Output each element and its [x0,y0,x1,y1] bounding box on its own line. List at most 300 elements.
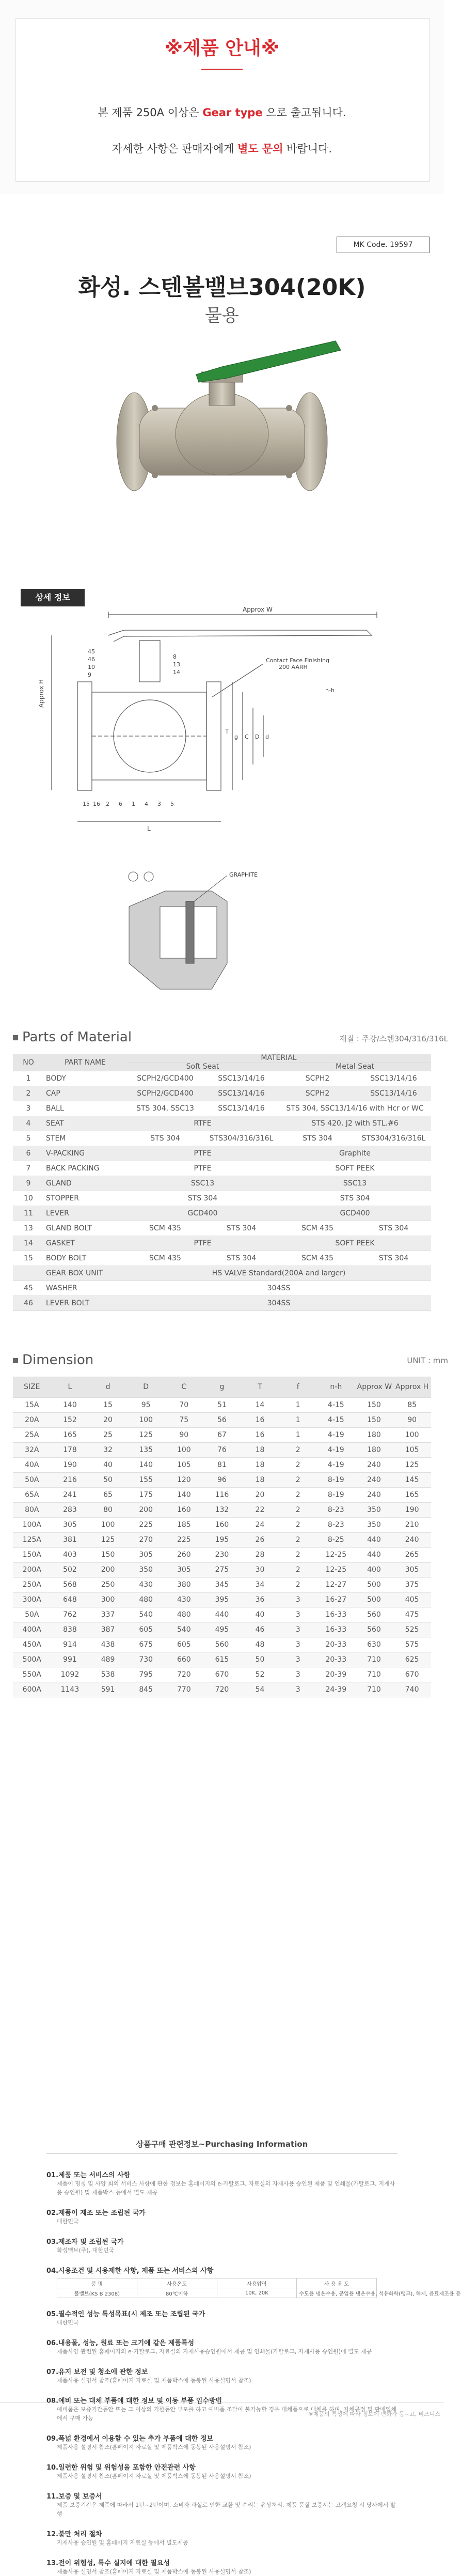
dimension-cell: 381 [51,1533,89,1548]
dimension-cell: 65 [89,1488,127,1503]
dimension-cell: 140 [127,1458,165,1473]
info-item-heading: 01.제품 또는 서비스의 사항 [46,2172,131,2179]
dimension-cell: 560 [203,1637,241,1652]
dim-col-header: g [203,1377,241,1398]
dimension-cell: 648 [51,1593,89,1607]
dimension-row [13,1563,431,1578]
dimension-cell: 560 [355,1607,393,1622]
dimension-cell: 2 [279,1503,317,1518]
dimension-cell: 12-25 [317,1563,355,1578]
dimension-cell: 2 [279,1458,317,1473]
material-table [13,1054,431,1311]
dimension-cell: 180 [355,1428,393,1443]
dimension-row [13,1458,431,1473]
dimension-cell: 380 [165,1578,203,1593]
info-item-body: 제품 보증기간은 제품에 따라서 1년~2년이며, 소비자 과실로 인한 교환 및 수리는 유상처리. 제품 품질 보증서는 고객요청 시 당사에서 발행 [57,2502,396,2517]
dimension-cell: 3 [279,1607,317,1622]
material-metal-cell: Graphite [279,1146,431,1161]
usage-header-cell: 사용온도 [137,2278,217,2288]
graphite-label: GRAPHITE [229,871,258,878]
dimension-row [13,1488,431,1503]
material-metal-cell-2: SSC13/14/16 [356,1086,431,1101]
info-item-heading: 02.제품이 제조 또는 조립된 국가 [46,2209,146,2217]
dimension-cell: 50 [241,1652,279,1667]
dimension-cell: 90 [393,1413,431,1428]
dimension-cell: 265 [393,1548,431,1563]
dimension-cell: 720 [203,1682,241,1697]
dimension-cell: 403 [51,1548,89,1563]
dimension-cell: 48 [241,1637,279,1652]
info-item-body: 제품이 명칭 및 사양 회의 서비스 사항에 관한 정보는 홈페이지의 e-카탈로그, 자료실의 자재사용 승인된 제품 및 인쇄물(카탈로그, 지재사용 승인원) 및 제품박스 등에서 별도 제공 [57,2180,395,2196]
dimension-cell: 16-33 [317,1622,355,1637]
info-item [46,2433,398,2452]
info-item-heading: 08.예비 또는 대체 부품에 대한 정보 및 이동 부품 입수방법 [46,2397,222,2405]
dimension-cell: 16-33 [317,1607,355,1622]
purchase-info-title: 상품구매 관련정보~Purchasing Information [136,2140,308,2149]
material-part-cell: STEM [44,1131,126,1146]
dimension-cell: 24-39 [317,1682,355,1697]
material-no-cell: 4 [13,1116,44,1131]
dimension-cell: 1 [279,1413,317,1428]
dimension-cell: 34 [241,1578,279,1593]
info-item-body: 화성밸브(주), 대한민국 [57,2247,115,2254]
dimension-cell: 4-15 [317,1398,355,1413]
dimension-row [13,1473,431,1488]
dimension-cell: 8-23 [317,1518,355,1533]
dimension-cell: 283 [51,1503,89,1518]
graphite-detail-drawing [108,870,294,1005]
part-num-3: 3 [157,801,161,807]
dimension-cell: 591 [89,1682,127,1697]
dimension-cell: 4-19 [317,1443,355,1458]
dimension-cell: 50A [13,1607,51,1622]
material-no-cell: 10 [13,1191,44,1206]
approx-w-label: Approx W [243,606,273,613]
dim-nh-label: n-h [325,687,335,694]
info-item-body: 제품사양 관련된 홈페이지의 e-카탈로그, 자료실의 자재사용승인원에서 제공 및 인쇄물(카탈로그, 자재사용 승인원)에 별도 제공 [57,2348,372,2355]
part-num-14: 14 [173,669,180,676]
dimension-cell: 670 [393,1667,431,1682]
dimension-cell: 440 [203,1607,241,1622]
info-item-heading: 13.전이 위험성, 특수 실지에 대한 필요성 [46,2559,170,2567]
dimension-cell: 1 [279,1428,317,1443]
dimension-cell: 16-27 [317,1593,355,1607]
material-part-cell: LEVER BOLT [44,1296,126,1311]
dimension-cell: 3 [279,1593,317,1607]
notice-line-1: 본 제품 250A 이상은 Gear type 으로 출고됩니다. [98,106,346,119]
dimension-cell: 24 [241,1518,279,1533]
col-header-metal-seat: Metal Seat [279,1063,431,1071]
dimension-cell: 70 [165,1398,203,1413]
dimension-cell: 12-27 [317,1578,355,1593]
dimension-cell: 80 [89,1503,127,1518]
dimension-cell: 430 [127,1578,165,1593]
dimension-cell: 560 [355,1622,393,1637]
dimension-cell: 50 [89,1473,127,1488]
dim-col-header: Approx W [355,1377,393,1398]
dimension-cell: 32 [89,1443,127,1458]
info-item [46,2169,398,2197]
dimension-cell: 615 [203,1652,241,1667]
part-num-46: 46 [88,656,95,663]
dimension-cell: 762 [51,1607,89,1622]
dimension-cell: 12-25 [317,1548,355,1563]
dimension-cell: 400A [13,1622,51,1637]
dim-col-header: L [51,1377,89,1398]
dimension-cell: 200 [89,1563,127,1578]
dimension-cell: 225 [165,1533,203,1548]
dimension-cell: 18 [241,1443,279,1458]
part-num-4: 4 [145,801,148,807]
dimension-cell: 625 [393,1652,431,1667]
info-item [46,2265,461,2298]
dimension-cell: 95 [127,1398,165,1413]
dimension-cell: 240 [355,1458,393,1473]
dimension-cell: 300A [13,1593,51,1607]
dimension-cell: 16 [241,1413,279,1428]
dimension-cell: 200 [127,1503,165,1518]
dimension-cell: 28 [241,1548,279,1563]
dimension-cell: 991 [51,1652,89,1667]
material-soft-cell-2: STS 304 [204,1221,279,1236]
dimension-cell: 480 [165,1607,203,1622]
material-part-cell: CAP [44,1086,126,1101]
dimension-cell: 240 [355,1488,393,1503]
material-metal-cell-2: SSC13/14/16 [356,1071,431,1086]
dimension-cell: 1143 [51,1682,89,1697]
dimension-cell: 105 [393,1443,431,1458]
contact-face-label: Contact Face Finishing [266,657,329,664]
part-num-5: 5 [170,801,174,807]
dim-col-header: T [241,1377,279,1398]
dimension-cell: 241 [51,1488,89,1503]
dimension-cell: 1092 [51,1667,89,1682]
dimension-cell: 540 [127,1607,165,1622]
section-bullet-icon [13,1358,18,1363]
info-item-heading: 07.유지 보전 및 청소에 관한 정보 [46,2368,148,2376]
dimension-cell: 132 [203,1503,241,1518]
gear-type-highlight: Gear type [202,106,263,119]
dimension-cell: 2 [279,1578,317,1593]
dimension-cell: 120 [165,1473,203,1488]
dimension-cell: 40 [89,1458,127,1473]
dimension-cell: 740 [393,1682,431,1697]
info-item [46,2491,398,2518]
material-row [13,1251,431,1266]
info-item-body: 대한민국 [57,2218,79,2225]
material-metal-cell-1: SCM 435 [279,1251,356,1266]
dimension-cell: 160 [165,1503,203,1518]
info-item-body: 제품사용 설명서 참조(홈페이지 자료실 및 제품박스에 동봉된 사용설명서 참조) [57,2568,251,2575]
dimension-cell: 502 [51,1563,89,1578]
dimension-cell: 2 [279,1488,317,1503]
dimension-cell: 210 [393,1518,431,1533]
dimension-cell: 440 [355,1533,393,1548]
material-no-cell: 3 [13,1101,44,1116]
dimension-cell: 430 [165,1593,203,1607]
material-no-cell: 5 [13,1131,44,1146]
dimension-cell: 605 [165,1637,203,1652]
dimension-cell: 20 [89,1413,127,1428]
part-num-13: 13 [173,661,180,668]
dimension-cell: 15A [13,1398,51,1413]
material-no-cell: 45 [13,1281,44,1296]
material-metal-cell-1: SCPH2 [279,1086,356,1101]
material-no-cell [13,1266,44,1281]
material-soft-cell: GCD400 [126,1206,279,1221]
material-row [13,1116,431,1131]
info-item-body: 제품사용 설명서 참조(홈페이지 자료실 및 제품박스에 동봉된 사용설명서 참조) [57,2473,251,2479]
material-part-cell: BACK PACKING [44,1161,126,1176]
material-no-cell: 9 [13,1176,44,1191]
info-item-heading: 05.필수적인 성능 특성목표(시 제조 또는 조립된 국가 [46,2310,205,2318]
dimension-cell: 489 [89,1652,127,1667]
material-no-cell: 1 [13,1071,44,1086]
dimension-row [13,1682,431,1697]
dimension-cell: 2 [279,1563,317,1578]
dimension-cell: 8-25 [317,1533,355,1548]
dimension-row [13,1652,431,1667]
material-part-cell: V-PACKING [44,1146,126,1161]
dimension-row [13,1607,431,1622]
dimension-cell: 90 [165,1428,203,1443]
dimension-cell: 100 [393,1428,431,1443]
dimension-cell: 337 [89,1607,127,1622]
dimension-row [13,1428,431,1443]
material-soft-cell-2: SSC13/14/16 [204,1071,279,1086]
material-soft-cell-2: SSC13/14/16 [204,1101,279,1116]
dimension-cell: 150 [89,1548,127,1563]
dimension-cell: 56 [203,1413,241,1428]
info-item [46,2207,398,2226]
usage-value-cell: 10K, 20K [217,2288,297,2298]
dimension-cell: 180 [355,1443,393,1458]
approx-h-label: Approx H [38,679,45,708]
material-no-cell: 46 [13,1296,44,1311]
dimension-cell: 96 [203,1473,241,1488]
material-row [13,1281,431,1296]
material-cell: 304SS [126,1281,431,1296]
dimension-cell: 150A [13,1548,51,1563]
dimension-cell: 3 [279,1667,317,1682]
dimension-cell: 275 [203,1563,241,1578]
dimension-cell: 225 [127,1518,165,1533]
material-row [13,1296,431,1311]
dimension-cell: 100 [127,1413,165,1428]
dimension-cell: 18 [241,1458,279,1473]
dimension-cell: 40A [13,1458,51,1473]
dimension-cell: 178 [51,1443,89,1458]
dimension-cell: 100 [89,1518,127,1533]
part-num-10: 10 [88,664,95,670]
dimension-unit: UNIT : mm [407,1356,448,1365]
material-no-cell: 13 [13,1221,44,1236]
dimension-cell: 500 [355,1593,393,1607]
product-title: 화성. 스텐볼밸브304(20K) [78,274,366,301]
part-num-8: 8 [173,653,177,660]
notice-title: ※제품 안내※ [165,38,279,59]
dimension-row [13,1667,431,1682]
dimension-cell: 270 [127,1533,165,1548]
dim-col-header: Approx H [393,1377,431,1398]
dimension-cell: 375 [393,1578,431,1593]
material-no-cell: 11 [13,1206,44,1221]
info-item-heading: 06.내용물, 성능, 원료 또는 크기에 같은 제품특성 [46,2339,195,2347]
material-metal-cell-1: STS 304 [279,1131,356,1146]
dimension-cell: 125A [13,1533,51,1548]
dimension-cell: 20A [13,1413,51,1428]
material-part-cell: GLAND BOLT [44,1221,126,1236]
dimension-cell: 2 [279,1548,317,1563]
material-part-cell: BODY [44,1071,126,1086]
part-num-15: 15 [83,801,90,807]
dimension-cell: 305 [165,1563,203,1578]
material-no-cell: 7 [13,1161,44,1176]
dimension-cell: 2 [279,1443,317,1458]
dimension-cell: 145 [393,1473,431,1488]
dimension-cell: 165 [51,1428,89,1443]
material-part-cell: GEAR BOX UNIT [44,1266,126,1281]
dimension-cell: 3 [279,1682,317,1697]
part-num-6: 6 [119,801,122,807]
dimension-cell: 75 [165,1413,203,1428]
col-header-no: NO [13,1054,44,1071]
material-row [13,1131,431,1146]
dimension-cell: 67 [203,1428,241,1443]
dimension-cell: 15 [89,1398,127,1413]
material-soft-cell-1: STS 304, SSC13 [126,1101,204,1116]
dimension-cell: 240 [393,1533,431,1548]
dimension-cell: 350 [355,1503,393,1518]
dimension-cell: 2 [279,1533,317,1548]
material-row [13,1236,431,1251]
material-soft-cell-2: SSC13/14/16 [204,1086,279,1101]
dimension-cell: 26 [241,1533,279,1548]
info-item [46,2462,398,2480]
dimension-heading: Dimension [13,1352,431,1368]
col-header-material: MATERIAL [126,1054,431,1063]
dim-col-header: D [127,1377,165,1398]
dimension-cell: 20 [241,1488,279,1503]
material-part-cell: LEVER [44,1206,126,1221]
dimension-cell: 675 [127,1637,165,1652]
material-soft-cell-1: SCM 435 [126,1251,204,1266]
material-metal-cell: GCD400 [279,1206,431,1221]
material-soft-cell: PTFE [126,1161,279,1176]
dimension-cell: 8-23 [317,1503,355,1518]
parts-material-heading: Parts of Material [13,1029,431,1045]
dimension-cell: 20-39 [317,1667,355,1682]
dimension-cell: 2 [279,1518,317,1533]
info-item [46,2366,398,2385]
dimension-cell: 575 [393,1637,431,1652]
dimension-cell: 838 [51,1622,89,1637]
dimension-cell: 1 [279,1398,317,1413]
dimension-cell: 250 [89,1578,127,1593]
dimension-cell: 710 [355,1667,393,1682]
dimension-cell: 240 [355,1473,393,1488]
ball-valve-photo [93,331,351,501]
material-metal-cell: SSC13 [279,1176,431,1191]
dimension-row [13,1548,431,1563]
dimension-cell: 125 [127,1428,165,1443]
usage-value-cell: 볼밸브(KS B 2308) [57,2288,137,2298]
material-cell: 304SS [126,1296,431,1311]
material-metal-cell: SOFT PEEK [279,1236,431,1251]
info-item [46,2236,398,2255]
material-soft-cell-1: SCPH2/GCD400 [126,1071,204,1086]
dimension-cell: 710 [355,1682,393,1697]
dimension-cell: 50A [13,1473,51,1488]
dimension-cell: 230 [203,1548,241,1563]
info-item-body: 제품사용 설명서 참조(홈페이지 자료실 및 제품박스에 동봉된 사용설명서 참조) [57,2377,251,2384]
dimension-row [13,1443,431,1458]
dimension-cell: 660 [165,1652,203,1667]
detail-info-label: 상세 정보 [21,589,85,606]
dimension-cell: 250A [13,1578,51,1593]
material-row [13,1176,431,1191]
dimension-cell: 914 [51,1637,89,1652]
material-row [13,1101,431,1116]
dimension-cell: 305 [51,1518,89,1533]
dimension-cell: 30 [241,1563,279,1578]
dimension-cell: 8-19 [317,1473,355,1488]
dimension-cell: 195 [203,1533,241,1548]
dimension-cell: 710 [355,1652,393,1667]
product-subtitle: 물용 [205,305,239,326]
dimension-cell: 845 [127,1682,165,1697]
dimension-cell: 125 [393,1458,431,1473]
dimension-cell: 605 [127,1622,165,1637]
material-row [13,1191,431,1206]
material-row [13,1071,431,1086]
dimension-cell: 14 [241,1398,279,1413]
dimension-cell: 475 [393,1607,431,1622]
material-metal-cell-1: SCM 435 [279,1221,356,1236]
section-bullet-icon [13,1035,18,1040]
dimension-cell: 350 [127,1563,165,1578]
dim-t-label: T [225,728,229,735]
material-no-cell: 14 [13,1236,44,1251]
info-item-heading: 09.폭넓 환경에서 이용할 수 있는 추가 부품에 대한 정보 [46,2435,213,2443]
material-soft-cell-2: STS304/316/316L [204,1131,279,1146]
material-no-cell: 15 [13,1251,44,1266]
dimension-cell: 20-33 [317,1637,355,1652]
dimension-cell: 540 [165,1622,203,1637]
dimension-cell: 405 [393,1593,431,1607]
material-soft-cell: STS 304 [126,1191,279,1206]
dimension-cell: 525 [393,1622,431,1637]
dimension-cell: 480 [127,1593,165,1607]
usage-value-cell: 80℃이하 [137,2288,217,2298]
dimension-cell: 345 [203,1578,241,1593]
info-item-heading: 12.불만 처리 절차 [46,2531,102,2538]
usage-header-cell: 품 명 [57,2278,137,2288]
part-num-45: 45 [88,648,95,655]
footer-note: ※제품의 특성에 따라 정보에 변화가 동~고, 비즈니스 [308,2411,440,2417]
info-item-heading: 04.시용조건 및 시용제한 사항, 제품 또는 서비스의 사항 [46,2267,214,2275]
dimension-cell: 152 [51,1413,89,1428]
dimension-cell: 135 [127,1443,165,1458]
dimension-cell: 550A [13,1667,51,1682]
material-metal-cell-2: STS304/316/316L [356,1131,431,1146]
dimension-cell: 450A [13,1637,51,1652]
dimension-cell: 125 [89,1533,127,1548]
dimension-cell: 85 [393,1398,431,1413]
purchase-info-list [46,2159,461,2576]
dimension-cell: 165 [393,1488,431,1503]
dimension-cell: 600A [13,1682,51,1697]
